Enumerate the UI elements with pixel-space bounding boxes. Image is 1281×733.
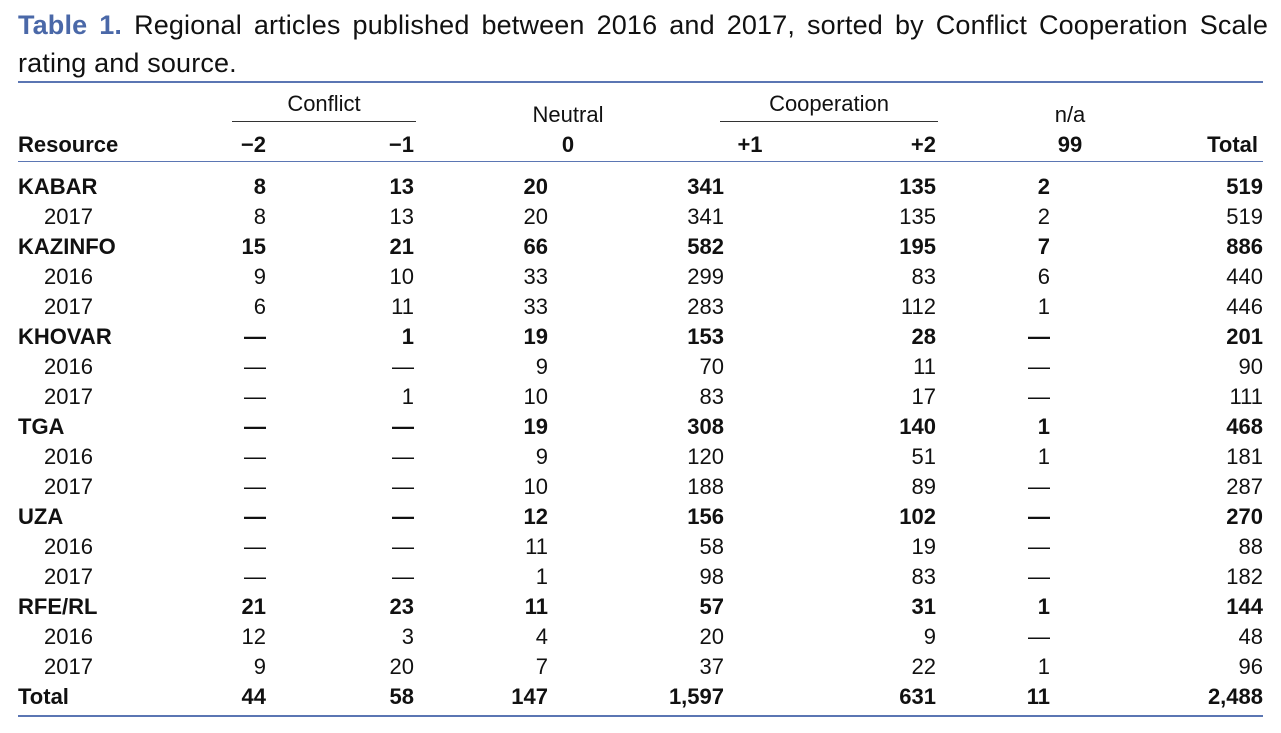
- cell-plus2: 11: [913, 354, 936, 379]
- cell-minus2: —: [244, 384, 266, 409]
- cell-resource: 2017: [44, 654, 93, 679]
- cell-total: 181: [1226, 444, 1263, 469]
- table-row-year: [18, 352, 1263, 382]
- header-group-conflict: Conflict: [287, 91, 361, 116]
- cell-plus1: 188: [687, 474, 724, 499]
- cell-minus2: —: [244, 444, 266, 469]
- cell-plus2: 112: [900, 294, 936, 319]
- cell-minus1: 21: [389, 234, 414, 259]
- cell-plus2: 135: [899, 204, 936, 229]
- cell-resource: 2017: [44, 474, 93, 499]
- header-group-na: n/a: [1054, 102, 1086, 127]
- cell-minus2: 6: [253, 294, 266, 319]
- cell-resource: 2017: [44, 564, 93, 589]
- table-row-source: [18, 592, 1263, 622]
- cell-minus1: 23: [389, 594, 414, 619]
- cell-minus2: —: [244, 504, 266, 529]
- data-table: [18, 172, 1263, 712]
- table-row-year: [18, 442, 1263, 472]
- table-row-source: [18, 502, 1263, 532]
- cell-resource: 2016: [44, 264, 93, 289]
- cell-minus1: 20: [389, 654, 414, 679]
- cell-minus2: 9: [253, 264, 266, 289]
- cell-plus2: 17: [911, 384, 936, 409]
- cell-na99: —: [1028, 564, 1050, 589]
- cell-plus1: 120: [687, 444, 724, 469]
- cell-total: 519: [1226, 174, 1263, 199]
- cell-resource: KHOVAR: [18, 324, 112, 349]
- cell-total: 446: [1226, 294, 1263, 319]
- cell-zero: 4: [535, 624, 548, 649]
- cell-plus1: 299: [687, 264, 724, 289]
- cell-resource: Total: [18, 684, 69, 709]
- cell-total: 270: [1226, 504, 1263, 529]
- cell-resource: 2016: [44, 354, 93, 379]
- header-col-99: 99: [1057, 132, 1083, 157]
- cell-plus1: 1,597: [668, 684, 724, 709]
- cell-plus2: 195: [899, 234, 936, 259]
- cell-plus1: 83: [699, 384, 724, 409]
- table-row-source: [18, 232, 1263, 262]
- cell-total: 144: [1226, 594, 1263, 619]
- cell-resource: RFE/RL: [18, 594, 98, 619]
- cell-minus1: 1: [401, 324, 414, 349]
- cell-na99: —: [1028, 354, 1050, 379]
- table-row-source: [18, 322, 1263, 352]
- cell-total: 90: [1238, 354, 1263, 379]
- cell-plus2: 51: [911, 444, 936, 469]
- cell-total: 182: [1226, 564, 1263, 589]
- cell-na99: 1: [1037, 654, 1050, 679]
- cell-resource: TGA: [18, 414, 65, 439]
- cell-plus1: 20: [699, 624, 724, 649]
- header-group-neutral: Neutral: [532, 102, 604, 127]
- cell-plus1: 308: [687, 414, 724, 439]
- table-row-total: [18, 682, 1263, 712]
- cell-minus2: —: [244, 324, 266, 349]
- cell-minus1: —: [392, 354, 414, 379]
- cell-minus2: 8: [253, 174, 266, 199]
- cell-resource: UZA: [18, 504, 64, 529]
- cell-plus1: 341: [687, 204, 724, 229]
- cell-total: 519: [1226, 204, 1263, 229]
- cell-plus2: 28: [911, 324, 936, 349]
- cell-plus2: 22: [911, 654, 936, 679]
- table-caption-text: Regional articles published between 2016 and 2017, sorted by Conflict Cooperation Scale rating and source.: [18, 10, 1269, 78]
- cell-minus1: —: [392, 474, 414, 499]
- cell-na99: 11: [1026, 684, 1050, 709]
- cell-zero: 20: [523, 174, 548, 199]
- cell-zero: 19: [523, 414, 548, 439]
- cell-zero: 11: [524, 594, 548, 619]
- cell-na99: —: [1028, 474, 1050, 499]
- cell-plus1: 70: [699, 354, 724, 379]
- cell-plus2: 9: [923, 624, 936, 649]
- cell-plus1: 58: [699, 534, 724, 559]
- header-col-zero: 0: [561, 132, 575, 157]
- table-row-year: [18, 652, 1263, 682]
- cell-resource: 2016: [44, 444, 93, 469]
- cell-minus1: —: [392, 414, 414, 439]
- cell-zero: 33: [523, 264, 548, 289]
- cell-minus2: 9: [253, 654, 266, 679]
- cell-minus1: 1: [401, 384, 414, 409]
- cell-zero: 1: [535, 564, 548, 589]
- cell-zero: 19: [523, 324, 548, 349]
- cell-minus1: 58: [389, 684, 414, 709]
- table-row-year: [18, 472, 1263, 502]
- cell-zero: 147: [511, 684, 548, 709]
- cell-resource: 2016: [44, 624, 93, 649]
- cell-minus1: —: [392, 534, 414, 559]
- cell-na99: 2: [1037, 174, 1050, 199]
- cell-minus2: 15: [241, 234, 266, 259]
- table-row-source: [18, 412, 1263, 442]
- cell-resource: KABAR: [18, 174, 98, 199]
- cell-plus2: 83: [911, 564, 936, 589]
- cell-resource: 2017: [44, 384, 93, 409]
- cell-plus2: 19: [911, 534, 936, 559]
- header-rule: [18, 161, 1263, 162]
- header-col-plus2: +2: [910, 132, 936, 157]
- cell-na99: 1: [1037, 294, 1050, 319]
- cell-resource: 2017: [44, 294, 93, 319]
- table-caption: [18, 6, 1268, 82]
- top-rule: [18, 81, 1263, 83]
- cell-minus1: 10: [389, 264, 414, 289]
- cell-plus2: 631: [899, 684, 936, 709]
- header-group-cooperation: Cooperation: [769, 91, 889, 116]
- cell-plus2: 83: [911, 264, 936, 289]
- header-col-plus1: +1: [737, 132, 763, 157]
- cell-plus1: 37: [699, 654, 724, 679]
- header-col-resource: Resource: [18, 132, 119, 157]
- cell-zero: 9: [535, 444, 548, 469]
- cell-total: 48: [1238, 624, 1263, 649]
- cell-plus1: 582: [687, 234, 724, 259]
- header-group-conflict-underline: [232, 121, 416, 122]
- header-col-minus2: −2: [240, 132, 266, 157]
- cell-na99: 7: [1037, 234, 1050, 259]
- cell-total: 440: [1226, 264, 1263, 289]
- cell-na99: —: [1028, 534, 1050, 559]
- cell-na99: 1: [1037, 414, 1050, 439]
- table-row-year: [18, 202, 1263, 232]
- cell-plus1: 283: [687, 294, 724, 319]
- cell-resource: 2017: [44, 204, 93, 229]
- table-row-year: [18, 622, 1263, 652]
- cell-na99: 1: [1037, 594, 1050, 619]
- cell-minus1: —: [392, 504, 414, 529]
- cell-plus2: 31: [911, 594, 936, 619]
- cell-na99: 1: [1037, 444, 1050, 469]
- cell-minus2: 44: [241, 684, 266, 709]
- bottom-rule: [18, 715, 1263, 717]
- cell-minus2: 12: [241, 624, 266, 649]
- cell-plus1: 153: [687, 324, 724, 349]
- cell-total: 2,488: [1207, 684, 1263, 709]
- cell-total: 201: [1226, 324, 1263, 349]
- cell-plus2: 89: [911, 474, 936, 499]
- cell-minus2: —: [244, 564, 266, 589]
- cell-zero: 10: [523, 474, 548, 499]
- cell-zero: 33: [523, 294, 548, 319]
- cell-minus1: 3: [401, 624, 414, 649]
- table-row-year: [18, 532, 1263, 562]
- header-col-minus1: −1: [388, 132, 414, 157]
- cell-na99: —: [1028, 624, 1050, 649]
- table-row-year: [18, 562, 1263, 592]
- header-group-cooperation-underline: [720, 121, 938, 122]
- cell-total: 88: [1238, 534, 1263, 559]
- cell-zero: 7: [535, 654, 548, 679]
- table-caption-label: Table 1.: [18, 10, 123, 40]
- cell-zero: 11: [525, 534, 548, 559]
- cell-plus2: 135: [899, 174, 936, 199]
- cell-minus1: 13: [389, 174, 414, 199]
- cell-plus1: 341: [687, 174, 724, 199]
- header-col-total: Total: [1207, 132, 1258, 157]
- cell-minus2: —: [244, 534, 266, 559]
- cell-na99: 2: [1037, 204, 1050, 229]
- cell-zero: 20: [523, 204, 548, 229]
- cell-total: 96: [1238, 654, 1263, 679]
- cell-minus1: —: [392, 444, 414, 469]
- cell-total: 111: [1229, 384, 1263, 409]
- cell-minus2: 21: [241, 594, 266, 619]
- cell-plus1: 156: [687, 504, 724, 529]
- cell-minus2: 8: [253, 204, 266, 229]
- cell-minus2: —: [244, 474, 266, 499]
- table-row-year: [18, 292, 1263, 322]
- data-table-body: [18, 172, 1263, 712]
- table-row-year: [18, 382, 1263, 412]
- cell-plus2: 140: [899, 414, 936, 439]
- cell-minus1: 11: [391, 294, 414, 319]
- cell-resource: 2016: [44, 534, 93, 559]
- cell-na99: —: [1028, 384, 1050, 409]
- cell-minus2: —: [244, 354, 266, 379]
- cell-zero: 10: [523, 384, 548, 409]
- cell-na99: 6: [1037, 264, 1050, 289]
- cell-minus2: —: [244, 414, 266, 439]
- cell-minus1: 13: [389, 204, 414, 229]
- cell-plus1: 98: [699, 564, 724, 589]
- cell-minus1: —: [392, 564, 414, 589]
- table-row-source: [18, 172, 1263, 202]
- cell-na99: —: [1028, 504, 1050, 529]
- cell-plus1: 57: [699, 594, 724, 619]
- cell-zero: 66: [523, 234, 548, 259]
- table-row-year: [18, 262, 1263, 292]
- cell-total: 468: [1226, 414, 1263, 439]
- cell-plus2: 102: [899, 504, 936, 529]
- cell-zero: 9: [535, 354, 548, 379]
- cell-total: 886: [1226, 234, 1263, 259]
- cell-na99: —: [1028, 324, 1050, 349]
- cell-resource: KAZINFO: [18, 234, 116, 259]
- cell-total: 287: [1226, 474, 1263, 499]
- cell-zero: 12: [523, 504, 548, 529]
